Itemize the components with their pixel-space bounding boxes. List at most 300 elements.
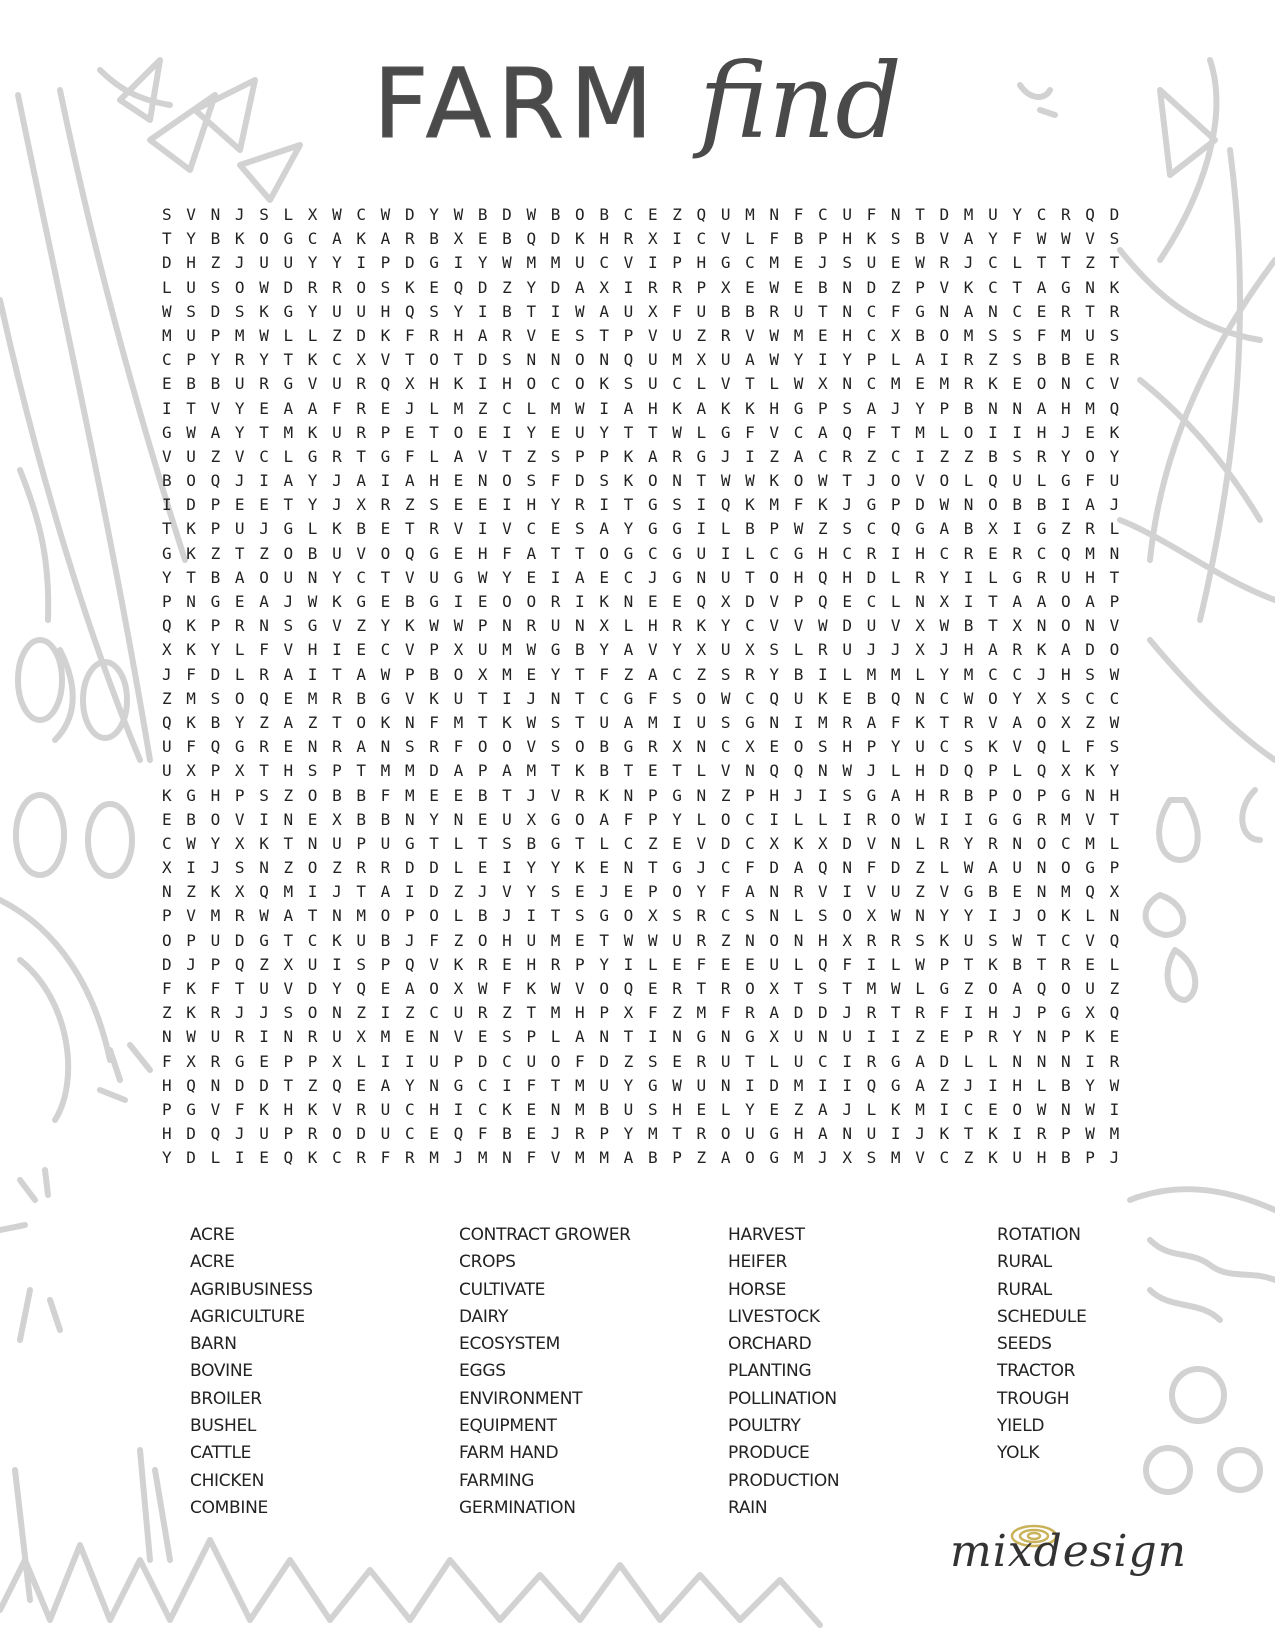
grid-letter[interactable]: C — [404, 1124, 415, 1144]
grid-letter[interactable]: Y — [915, 398, 925, 418]
grid-letter[interactable]: F — [186, 737, 196, 757]
grid-letter[interactable]: A — [380, 1075, 391, 1095]
grid-letter[interactable]: A — [404, 471, 415, 491]
grid-letter[interactable]: R — [259, 737, 269, 757]
grid-letter[interactable]: T — [1012, 277, 1023, 297]
grid-letter[interactable]: E — [915, 374, 925, 394]
grid-letter[interactable]: W — [793, 519, 804, 539]
grid-letter[interactable]: C — [818, 446, 828, 466]
grid-letter[interactable]: G — [672, 519, 682, 539]
grid-letter[interactable]: B — [1060, 1148, 1071, 1168]
grid-letter[interactable]: R — [404, 229, 415, 249]
grid-letter[interactable]: I — [647, 253, 658, 273]
grid-letter[interactable]: B — [915, 325, 925, 345]
grid-letter[interactable]: U — [380, 1099, 391, 1119]
grid-letter[interactable]: H — [963, 640, 974, 660]
grid-letter[interactable]: S — [1109, 229, 1120, 249]
grid-letter[interactable]: I — [380, 1003, 391, 1023]
grid-letter[interactable]: R — [332, 277, 342, 297]
grid-letter[interactable]: A — [575, 277, 585, 297]
grid-letter[interactable]: S — [745, 906, 755, 926]
grid-letter[interactable]: Y — [307, 495, 318, 515]
grid-letter[interactable]: A — [890, 785, 901, 805]
grid-letter[interactable]: R — [404, 1148, 415, 1168]
grid-letter[interactable]: Z — [307, 1075, 318, 1095]
grid-letter[interactable]: X — [939, 592, 950, 611]
grid-letter[interactable]: W — [623, 930, 634, 950]
grid-letter[interactable]: G — [647, 1075, 658, 1095]
grid-letter[interactable]: J — [696, 858, 707, 878]
grid-letter[interactable]: P — [283, 1051, 294, 1071]
grid-letter[interactable]: Q — [1036, 761, 1047, 781]
grid-letter[interactable]: E — [477, 809, 488, 829]
grid-letter[interactable]: K — [186, 1003, 196, 1023]
grid-letter[interactable]: H — [526, 954, 537, 974]
grid-letter[interactable]: X — [672, 737, 682, 757]
grid-letter[interactable]: N — [186, 592, 196, 611]
grid-letter[interactable]: B — [745, 519, 755, 539]
grid-letter[interactable]: G — [745, 1027, 755, 1047]
grid-letter[interactable]: W — [915, 954, 925, 974]
grid-letter[interactable]: R — [963, 350, 974, 370]
grid-letter[interactable]: N — [696, 567, 707, 587]
grid-letter[interactable]: U — [453, 688, 464, 708]
grid-letter[interactable]: B — [647, 1148, 658, 1168]
grid-letter[interactable]: K — [1085, 761, 1095, 781]
grid-letter[interactable]: G — [696, 1027, 707, 1047]
grid-letter[interactable]: R — [550, 592, 561, 611]
grid-letter[interactable]: U — [429, 567, 439, 587]
grid-letter[interactable]: Q — [818, 954, 828, 974]
grid-letter[interactable]: D — [939, 761, 950, 781]
grid-letter[interactable]: Z — [988, 350, 998, 370]
grid-letter[interactable]: Z — [453, 930, 464, 950]
grid-letter[interactable]: O — [1036, 712, 1047, 732]
grid-letter[interactable]: O — [1085, 446, 1095, 466]
grid-letter[interactable]: R — [1109, 350, 1120, 370]
grid-letter[interactable]: A — [599, 519, 609, 539]
grid-letter[interactable]: O — [1012, 785, 1023, 805]
grid-letter[interactable]: I — [186, 858, 196, 878]
grid-letter[interactable]: J — [234, 1124, 245, 1144]
grid-letter[interactable]: I — [162, 398, 172, 418]
grid-letter[interactable]: W — [162, 301, 172, 321]
grid-letter[interactable]: G — [793, 543, 804, 563]
grid-letter[interactable]: E — [380, 979, 391, 998]
grid-letter[interactable]: X — [696, 350, 707, 370]
grid-letter[interactable]: K — [186, 979, 196, 998]
grid-letter[interactable]: J — [526, 785, 537, 805]
grid-letter[interactable]: G — [1012, 809, 1023, 829]
grid-letter[interactable]: Z — [720, 785, 731, 805]
grid-letter[interactable]: U — [915, 737, 925, 757]
grid-letter[interactable]: S — [866, 1148, 877, 1168]
grid-letter[interactable]: H — [793, 1124, 804, 1144]
grid-letter[interactable]: D — [599, 1051, 609, 1071]
grid-letter[interactable]: O — [1060, 979, 1071, 998]
grid-letter[interactable]: S — [769, 640, 780, 660]
grid-letter[interactable]: P — [404, 906, 415, 926]
grid-letter[interactable]: T — [332, 664, 342, 684]
grid-letter[interactable]: K — [720, 398, 731, 418]
grid-letter[interactable]: O — [939, 325, 950, 345]
grid-letter[interactable]: C — [599, 253, 609, 273]
grid-letter[interactable]: N — [988, 301, 998, 321]
grid-letter[interactable]: A — [259, 592, 269, 611]
grid-letter[interactable]: D — [404, 205, 415, 224]
grid-letter[interactable]: P — [1109, 592, 1120, 611]
grid-letter[interactable]: W — [915, 809, 925, 829]
grid-letter[interactable]: Q — [210, 737, 221, 757]
grid-letter[interactable]: M — [866, 664, 877, 684]
grid-letter[interactable]: M — [477, 1148, 488, 1168]
grid-letter[interactable]: I — [963, 1003, 974, 1023]
grid-letter[interactable]: R — [1085, 519, 1095, 539]
grid-letter[interactable]: S — [988, 930, 998, 950]
grid-letter[interactable]: N — [842, 1124, 852, 1144]
grid-letter[interactable]: C — [623, 567, 634, 587]
grid-letter[interactable]: M — [575, 1148, 585, 1168]
grid-letter[interactable]: I — [623, 277, 634, 297]
grid-letter[interactable]: A — [647, 446, 658, 466]
grid-letter[interactable]: B — [963, 519, 974, 539]
grid-letter[interactable]: Q — [1085, 882, 1095, 902]
grid-letter[interactable]: O — [162, 930, 172, 950]
grid-letter[interactable]: B — [186, 809, 196, 829]
grid-letter[interactable]: T — [672, 1124, 682, 1144]
grid-letter[interactable]: M — [890, 1148, 901, 1168]
grid-letter[interactable]: N — [332, 1003, 342, 1023]
grid-letter[interactable]: O — [550, 1051, 561, 1071]
grid-letter[interactable]: F — [526, 1075, 537, 1095]
grid-letter[interactable]: M — [769, 495, 780, 515]
grid-letter[interactable]: U — [866, 253, 877, 273]
grid-letter[interactable]: O — [890, 809, 901, 829]
grid-letter[interactable]: N — [283, 809, 294, 829]
grid-letter[interactable]: Y — [526, 422, 537, 442]
grid-letter[interactable]: A — [623, 640, 634, 660]
grid-letter[interactable]: E — [380, 519, 391, 539]
grid-letter[interactable]: O — [502, 471, 512, 491]
grid-letter[interactable]: W — [1109, 1075, 1120, 1095]
grid-letter[interactable]: L — [307, 519, 318, 539]
grid-letter[interactable]: E — [162, 374, 172, 394]
grid-letter[interactable]: Y — [939, 906, 950, 926]
grid-letter[interactable]: I — [963, 567, 974, 587]
grid-letter[interactable]: O — [575, 374, 585, 394]
grid-letter[interactable]: I — [526, 906, 537, 926]
grid-letter[interactable]: M — [380, 1027, 391, 1047]
grid-letter[interactable]: I — [502, 1075, 512, 1095]
grid-letter[interactable]: B — [380, 930, 391, 950]
grid-letter[interactable]: X — [1012, 616, 1023, 636]
grid-letter[interactable]: U — [623, 301, 634, 321]
grid-letter[interactable]: T — [842, 979, 852, 998]
grid-letter[interactable]: Z — [1085, 712, 1095, 732]
grid-letter[interactable]: F — [477, 1124, 488, 1144]
grid-letter[interactable]: Y — [526, 277, 537, 297]
grid-letter[interactable]: U — [186, 446, 196, 466]
grid-letter[interactable]: J — [477, 882, 488, 902]
grid-letter[interactable]: K — [939, 1124, 950, 1144]
grid-letter[interactable]: D — [866, 277, 877, 297]
grid-letter[interactable]: Z — [307, 712, 318, 732]
grid-letter[interactable]: N — [550, 350, 561, 370]
grid-letter[interactable]: G — [550, 640, 561, 660]
grid-letter[interactable]: D — [404, 858, 415, 878]
grid-letter[interactable]: R — [818, 640, 828, 660]
grid-letter[interactable]: N — [550, 688, 561, 708]
grid-letter[interactable]: N — [429, 1075, 439, 1095]
grid-letter[interactable]: G — [672, 785, 682, 805]
grid-letter[interactable]: R — [356, 858, 367, 878]
grid-letter[interactable]: V — [647, 325, 658, 345]
grid-letter[interactable]: A — [283, 471, 294, 491]
grid-letter[interactable]: E — [526, 664, 537, 684]
grid-letter[interactable]: G — [672, 543, 682, 563]
grid-letter[interactable]: P — [477, 761, 488, 781]
grid-letter[interactable]: M — [1085, 398, 1095, 418]
grid-letter[interactable]: Y — [162, 567, 172, 587]
grid-letter[interactable]: X — [453, 979, 464, 998]
grid-letter[interactable]: X — [162, 858, 172, 878]
grid-letter[interactable]: T — [575, 688, 585, 708]
grid-letter[interactable]: V — [502, 519, 512, 539]
grid-letter[interactable]: U — [332, 543, 342, 563]
grid-letter[interactable]: W — [502, 253, 512, 273]
grid-letter[interactable]: Z — [696, 664, 707, 684]
grid-letter[interactable]: L — [890, 592, 901, 611]
grid-letter[interactable]: Y — [234, 422, 245, 442]
grid-letter[interactable]: E — [477, 229, 488, 249]
grid-letter[interactable]: G — [890, 1075, 901, 1095]
grid-letter[interactable]: E — [453, 785, 464, 805]
grid-letter[interactable]: R — [623, 229, 634, 249]
grid-letter[interactable]: U — [720, 640, 731, 660]
grid-letter[interactable]: C — [793, 422, 804, 442]
grid-letter[interactable]: T — [1109, 253, 1120, 273]
grid-letter[interactable]: H — [915, 761, 925, 781]
grid-letter[interactable]: N — [210, 1075, 221, 1095]
grid-letter[interactable]: A — [380, 882, 391, 902]
grid-letter[interactable]: A — [283, 664, 294, 684]
grid-letter[interactable]: U — [186, 325, 196, 345]
grid-letter[interactable]: B — [963, 398, 974, 418]
grid-letter[interactable]: Y — [550, 664, 561, 684]
grid-letter[interactable]: G — [356, 592, 367, 611]
grid-letter[interactable]: E — [429, 1124, 439, 1144]
grid-letter[interactable]: Z — [890, 277, 901, 297]
grid-letter[interactable]: M — [550, 398, 561, 418]
grid-letter[interactable]: M — [575, 1099, 585, 1119]
grid-letter[interactable]: A — [575, 1027, 585, 1047]
grid-letter[interactable]: R — [1036, 809, 1047, 829]
grid-letter[interactable]: Y — [988, 229, 998, 249]
grid-letter[interactable]: B — [210, 374, 221, 394]
grid-letter[interactable]: G — [162, 543, 172, 563]
grid-letter[interactable]: O — [380, 543, 391, 563]
grid-letter[interactable]: R — [1012, 640, 1023, 660]
grid-letter[interactable]: U — [234, 519, 245, 539]
grid-letter[interactable]: S — [380, 277, 391, 297]
grid-letter[interactable]: E — [429, 785, 439, 805]
grid-letter[interactable]: R — [939, 785, 950, 805]
grid-letter[interactable]: Y — [842, 350, 852, 370]
grid-letter[interactable]: B — [1012, 954, 1023, 974]
grid-letter[interactable]: N — [1036, 1027, 1047, 1047]
grid-letter[interactable]: W — [915, 253, 925, 273]
grid-letter[interactable]: Z — [283, 858, 294, 878]
grid-letter[interactable]: K — [1036, 640, 1047, 660]
grid-letter[interactable]: P — [599, 1124, 609, 1144]
grid-letter[interactable]: S — [1109, 325, 1120, 345]
grid-letter[interactable]: W — [307, 592, 318, 611]
grid-letter[interactable]: R — [988, 1027, 998, 1047]
grid-letter[interactable]: C — [380, 640, 391, 660]
grid-letter[interactable]: N — [1036, 858, 1047, 878]
grid-letter[interactable]: K — [380, 712, 391, 732]
grid-letter[interactable]: S — [550, 737, 561, 757]
grid-letter[interactable]: L — [890, 567, 901, 587]
grid-letter[interactable]: R — [307, 277, 318, 297]
grid-letter[interactable]: O — [429, 906, 439, 926]
grid-letter[interactable]: B — [210, 712, 221, 732]
grid-letter[interactable]: Z — [259, 712, 269, 732]
grid-letter[interactable]: C — [745, 809, 755, 829]
grid-letter[interactable]: E — [477, 495, 488, 515]
grid-letter[interactable]: G — [623, 688, 634, 708]
grid-letter[interactable]: E — [307, 809, 318, 829]
grid-letter[interactable]: R — [745, 1003, 755, 1023]
grid-letter[interactable]: K — [623, 446, 634, 466]
grid-letter[interactable]: A — [404, 979, 415, 998]
grid-letter[interactable]: L — [915, 833, 925, 853]
grid-letter[interactable]: K — [429, 688, 439, 708]
grid-letter[interactable]: P — [283, 1124, 294, 1144]
grid-letter[interactable]: E — [380, 398, 391, 418]
grid-letter[interactable]: U — [502, 809, 512, 829]
grid-letter[interactable]: O — [477, 737, 488, 757]
grid-letter[interactable]: N — [623, 785, 634, 805]
grid-letter[interactable]: J — [234, 205, 245, 224]
grid-letter[interactable]: E — [526, 1124, 537, 1144]
grid-letter[interactable]: O — [1060, 592, 1071, 611]
grid-letter[interactable]: C — [818, 1051, 828, 1071]
grid-letter[interactable]: S — [283, 616, 294, 636]
grid-letter[interactable]: N — [842, 374, 852, 394]
grid-letter[interactable]: F — [866, 422, 877, 442]
grid-letter[interactable]: G — [453, 567, 464, 587]
grid-letter[interactable]: W — [1060, 229, 1071, 249]
grid-letter[interactable]: M — [769, 253, 780, 273]
grid-letter[interactable]: L — [234, 664, 245, 684]
grid-letter[interactable]: G — [283, 374, 294, 394]
grid-letter[interactable]: I — [453, 1099, 464, 1119]
grid-letter[interactable]: V — [550, 785, 561, 805]
grid-letter[interactable]: Z — [526, 446, 537, 466]
grid-letter[interactable]: U — [720, 1051, 731, 1071]
grid-letter[interactable]: K — [769, 471, 780, 491]
grid-letter[interactable]: I — [890, 1124, 901, 1144]
grid-letter[interactable]: U — [332, 1027, 342, 1047]
grid-letter[interactable]: F — [380, 1148, 391, 1168]
grid-letter[interactable]: Q — [526, 229, 537, 249]
grid-letter[interactable]: D — [769, 858, 780, 878]
grid-letter[interactable]: K — [575, 761, 585, 781]
grid-letter[interactable]: R — [356, 398, 367, 418]
grid-letter[interactable]: Z — [404, 495, 415, 515]
grid-letter[interactable]: L — [453, 833, 464, 853]
grid-letter[interactable]: U — [720, 567, 731, 587]
grid-letter[interactable]: A — [1085, 495, 1095, 515]
grid-letter[interactable]: U — [356, 301, 367, 321]
grid-letter[interactable]: G — [307, 616, 318, 636]
grid-letter[interactable]: G — [915, 519, 925, 539]
grid-letter[interactable]: G — [162, 422, 172, 442]
grid-letter[interactable]: U — [1085, 979, 1095, 998]
grid-letter[interactable]: E — [769, 1099, 780, 1119]
grid-letter[interactable]: D — [307, 979, 318, 998]
grid-letter[interactable]: M — [575, 1075, 585, 1095]
grid-letter[interactable]: Z — [963, 979, 974, 998]
grid-letter[interactable]: R — [1012, 543, 1023, 563]
grid-letter[interactable]: B — [307, 543, 318, 563]
grid-letter[interactable]: T — [575, 543, 585, 563]
grid-letter[interactable]: L — [623, 616, 634, 636]
grid-letter[interactable]: Q — [890, 519, 901, 539]
grid-letter[interactable]: K — [259, 833, 269, 853]
grid-letter[interactable]: J — [234, 471, 245, 491]
grid-letter[interactable]: E — [453, 471, 464, 491]
grid-letter[interactable]: B — [866, 688, 877, 708]
grid-letter[interactable]: I — [890, 1027, 901, 1047]
grid-letter[interactable]: X — [186, 1051, 196, 1071]
grid-letter[interactable]: B — [963, 785, 974, 805]
grid-letter[interactable]: A — [769, 1003, 780, 1023]
grid-letter[interactable]: E — [818, 325, 828, 345]
grid-letter[interactable]: U — [356, 930, 367, 950]
grid-letter[interactable]: D — [429, 858, 439, 878]
grid-letter[interactable]: G — [234, 1051, 245, 1071]
grid-letter[interactable]: I — [259, 471, 269, 491]
grid-letter[interactable]: T — [623, 495, 634, 515]
grid-letter[interactable]: C — [477, 1099, 488, 1119]
grid-letter[interactable]: O — [575, 737, 585, 757]
grid-letter[interactable]: K — [210, 882, 221, 902]
grid-letter[interactable]: N — [1012, 398, 1023, 418]
grid-letter[interactable]: E — [477, 422, 488, 442]
grid-letter[interactable]: T — [259, 422, 269, 442]
grid-letter[interactable]: F — [866, 858, 877, 878]
grid-letter[interactable]: G — [963, 882, 974, 902]
grid-letter[interactable]: T — [356, 761, 367, 781]
grid-letter[interactable]: N — [404, 809, 415, 829]
grid-letter[interactable]: M — [647, 1124, 658, 1144]
grid-letter[interactable]: U — [720, 205, 731, 224]
grid-letter[interactable]: I — [672, 712, 682, 732]
grid-letter[interactable]: L — [429, 398, 439, 418]
grid-letter[interactable]: F — [380, 785, 391, 805]
grid-letter[interactable]: L — [988, 567, 998, 587]
grid-letter[interactable]: H — [307, 640, 318, 660]
grid-letter[interactable]: U — [283, 567, 294, 587]
grid-letter[interactable]: E — [988, 1099, 998, 1119]
grid-letter[interactable]: H — [1012, 1075, 1023, 1095]
grid-letter[interactable]: E — [647, 592, 658, 611]
grid-letter[interactable]: R — [234, 1027, 245, 1047]
grid-letter[interactable]: V — [550, 1148, 561, 1168]
grid-letter[interactable]: H — [1036, 422, 1047, 442]
